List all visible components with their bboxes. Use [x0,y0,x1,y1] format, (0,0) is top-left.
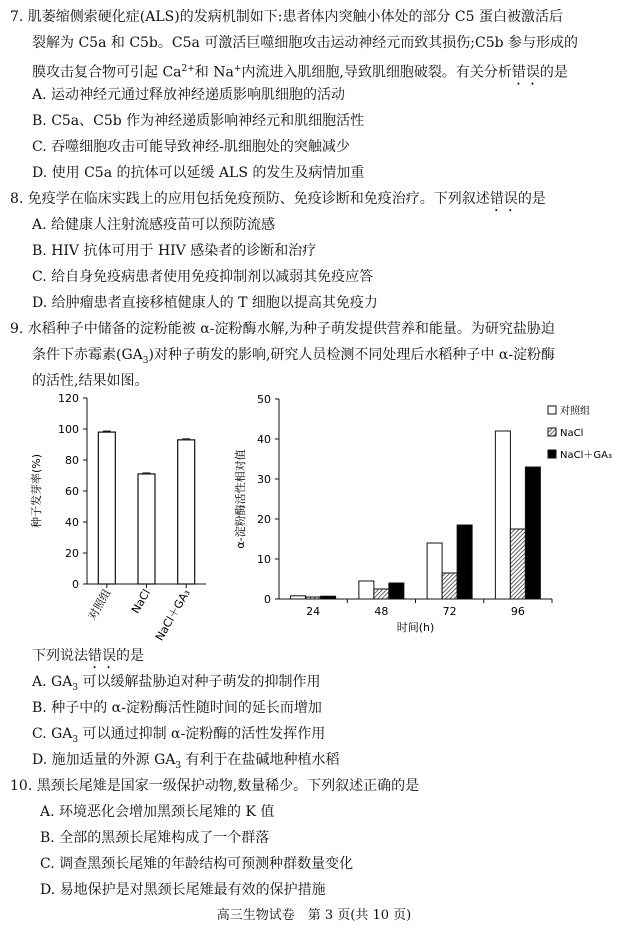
q7-option-b: B. C5a、C5b 作为神经递质影响神经元和肌细胞活性 [32,113,365,129]
q7-option-d: D. 使用 C5a 的抗体可以延缓 ALS 的发生及病情加重 [32,165,365,181]
chart-a-x-tick-label: 对照组 [85,587,114,623]
chart-b-x-tick-label: 48 [374,605,389,618]
chart-b-x-axis-label: 时间(h) [396,621,435,634]
chart-a-y-tick-label: 20 [65,547,79,560]
chart-b-bar [495,431,510,599]
chart-b-bar [389,583,404,599]
chart-b-legend-label: NaCl [560,428,584,439]
q9-question: 下列说法错误的是 [32,648,144,664]
chart-a-bar [98,432,115,584]
chart-b-bar [427,543,442,599]
chart-b-bar [374,589,389,599]
chart-a-y-tick-label: 0 [72,578,79,591]
chart-b-legend-label: NaCl＋GA₃ [560,450,612,461]
page-footer: 高三生物试卷 第 3 页(共 10 页) [216,908,412,923]
q9-option-d: D. 施加适量的外源 $GA_3$ 有利于在盐碱地种植水稻 [32,752,340,771]
q9-option-a: A. $GA_3$ 可以缓解盐胁迫对种子萌发的抑制作用 [32,674,321,693]
chart-a-bar [178,440,195,584]
chart-a-y-tick-label: 60 [65,485,79,498]
chart-a-y-axis-label: 种子发芽率(%) [30,453,43,529]
chart-b-legend-swatch [548,428,556,436]
q7-stem-line3: 膜攻击复合物可引起 $Ca^{2+}$和 Na+内流进入肌细胞,导致肌细胞破裂。有关分析错误的是 [32,64,568,81]
q7-option-a: A. 运动神经元通过释放神经递质影响肌细胞的活动 [32,87,346,103]
q8-option-b: B. HIV 抗体可用于 HIV 感染者的诊断和治疗 [32,243,317,259]
chart-b-bar [457,525,472,599]
q9-stem-line1: 9. 水稻种子中储备的淀粉能被 α-淀粉酶水解,为种子萌发提供营养和能量。为研究盐胁迫 [10,321,555,337]
chart-b-bar [525,467,540,599]
chart-a-y-tick-label: 80 [65,454,79,467]
q7-option-c: C. 吞噬细胞攻击可能导致神经-肌细胞处的突触减少 [32,139,350,155]
chart-b-y-tick-label: 30 [257,473,271,486]
chart-a-x-tick-label: NaCl＋GA₃ [152,587,193,644]
chart-b-bar [510,529,525,599]
q7-stem-line1: 7. 肌萎缩侧索硬化症(ALS)的发病机制如下:患者体内突触小体处的部分 C5 蛋白被激活后 [10,9,563,25]
chart-a-bar [138,474,155,584]
q8-option-d: D. 给肿瘤患者直接移植健康人的 T 细胞以提高其免疫力 [32,295,378,311]
q8-option-a: A. 给健康人注射流感疫苗可以预防流感 [32,217,276,233]
chart-b-x-tick-label: 24 [306,605,321,618]
chart-a-x-tick-label: NaCl [128,587,154,616]
chart-b-y-axis-label: α-淀粉酶活性相对值 [234,449,247,549]
chart-b-y-tick-label: 40 [257,433,271,446]
chart-b-y-tick-label: 0 [264,593,271,606]
q9-option-c: C. $GA_3$ 可以通过抑制 α-淀粉酶的活性发挥作用 [32,726,326,745]
q7-emphasis-cue: 错误 [511,64,540,81]
chart-a-y-tick-label: 40 [65,516,79,529]
q8-option-c: C. 给自身免疫病患者使用免疫抑制剂以减弱其免疫应答 [32,269,374,285]
q9-option-b: B. 种子中的 α-淀粉酶活性随时间的延长而增加 [32,700,322,716]
chart-b-legend-swatch [548,450,556,458]
q10-option-c: C. 调查黑颈长尾雉的年龄结构可预测种群数量变化 [40,856,354,872]
q9-stem-line2: 条件下赤霉素$(GA_3)$对种子萌发的影响,研究人员检测不同处理后水稻种子中 α-淀粉酶 [32,347,556,366]
chart-a-y-tick-label: 120 [58,392,79,405]
chart-b-x-tick-label: 96 [510,605,525,618]
chart-b-bar [359,581,374,599]
chart-b-y-tick-label: 20 [257,513,271,526]
chart-a-y-tick-label: 100 [58,423,79,436]
chart-b-legend-label: 对照组 [560,406,590,417]
chart-b-bar [442,573,457,599]
chart-b-y-tick-label: 50 [257,393,271,406]
chart-b-legend-swatch [548,406,556,414]
q7-stem-line2: 裂解为 C5a 和 C5b。C5a 可激活巨噬细胞攻击运动神经元而致其损伤;C5b 参与形成的 [32,35,579,51]
q8-stem: 8. 免疫学在临床实践上的应用包括免疫预防、免疫诊断和免疫治疗。下列叙述错误的是 [10,191,546,207]
chart-b-y-tick-label: 10 [257,553,271,566]
q10-option-b: B. 全部的黑颈长尾雉构成了一个群落 [40,830,270,846]
chart-b-x-tick-label: 72 [442,605,457,618]
chart-b-bar [306,597,321,599]
chart-b-bar [291,596,306,599]
q9-stem-line3: 的活性,结果如图。 [32,373,149,389]
chart-b-bar [321,596,336,599]
q8-emphasis-cue: 错误 [489,191,518,207]
q10-stem: 10. 黑颈长尾雉是国家一级保护动物,数量稀少。下列叙述正确的是 [10,778,420,794]
q10-option-a: A. 环境恶化会增加黑颈长尾雉的 K 值 [40,804,275,820]
q9-emphasis-cue: 错误 [88,648,116,664]
q10-option-d: D. 易地保护是对黑颈长尾雉最有效的保护措施 [40,882,326,898]
